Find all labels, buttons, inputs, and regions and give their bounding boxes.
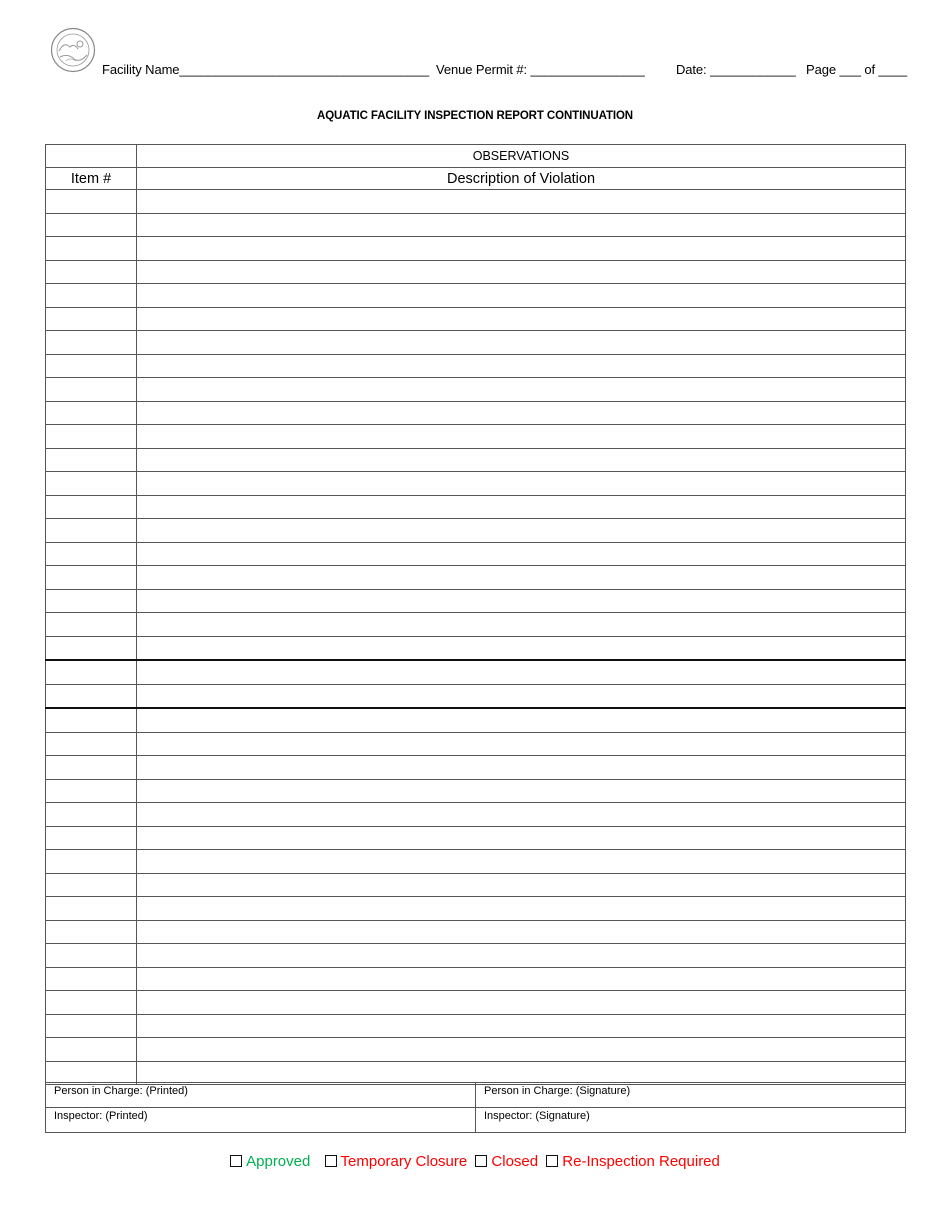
item-number-cell[interactable] (46, 425, 137, 449)
item-number-cell[interactable] (46, 307, 137, 331)
table-row (46, 589, 906, 613)
signature-table (45, 1082, 906, 1133)
table-row (46, 213, 906, 237)
item-number-cell[interactable] (46, 684, 137, 708)
table-row (46, 260, 906, 284)
item-number-cell[interactable] (46, 566, 137, 590)
checkbox-icon[interactable] (546, 1155, 558, 1167)
violation-description-cell[interactable] (137, 190, 906, 214)
table-row (46, 495, 906, 519)
violation-description-cell[interactable] (137, 307, 906, 331)
item-number-cell[interactable] (46, 1014, 137, 1038)
table-row (46, 636, 906, 660)
status-label: Temporary Closure (340, 1153, 468, 1170)
person-in-charge-printed-field[interactable]: Person in Charge: (Printed) (46, 1083, 476, 1108)
violation-description-cell[interactable] (137, 779, 906, 803)
table-row (46, 944, 906, 968)
item-number-cell[interactable] (46, 897, 137, 921)
violation-description-cell[interactable] (137, 354, 906, 378)
violation-description-cell[interactable] (137, 636, 906, 660)
item-number-cell[interactable] (46, 213, 137, 237)
table-row (46, 967, 906, 991)
checkbox-icon[interactable] (230, 1155, 242, 1167)
violation-description-cell[interactable] (137, 1061, 906, 1085)
violation-description-cell[interactable] (137, 472, 906, 496)
table-row (46, 660, 906, 684)
page-number-field[interactable]: Page ___ of ____ (806, 62, 908, 77)
item-number-cell[interactable] (46, 1038, 137, 1062)
table-row (46, 873, 906, 897)
table-row (46, 850, 906, 874)
table-row (46, 613, 906, 637)
table-row (46, 1014, 906, 1038)
observations-header-row (46, 145, 906, 168)
status-approved[interactable] (230, 1153, 310, 1170)
item-number-cell[interactable] (46, 636, 137, 660)
violation-description-cell[interactable] (137, 519, 906, 543)
item-number-cell[interactable] (46, 967, 137, 991)
item-number-cell[interactable] (46, 472, 137, 496)
checkbox-icon[interactable] (325, 1155, 337, 1167)
item-number-cell[interactable] (46, 660, 137, 684)
table-row (46, 826, 906, 850)
column-header-row (46, 168, 906, 190)
status-reinspection-required[interactable] (546, 1153, 720, 1170)
inspector-signature-field[interactable]: Inspector: (Signature) (476, 1108, 906, 1133)
item-number-cell[interactable] (46, 401, 137, 425)
table-row (46, 803, 906, 827)
violation-description-cell[interactable] (137, 448, 906, 472)
observations-table (45, 144, 906, 1085)
table-row (46, 684, 906, 708)
table-row (46, 542, 906, 566)
item-number-cell[interactable] (46, 613, 137, 637)
violation-description-cell[interactable] (137, 401, 906, 425)
table-row (46, 307, 906, 331)
table-row (46, 190, 906, 214)
table-row (46, 237, 906, 261)
item-number-cell[interactable] (46, 803, 137, 827)
item-number-header: Item # (46, 168, 137, 190)
violation-description-cell[interactable] (137, 589, 906, 613)
table-row (46, 1038, 906, 1062)
status-label: Re-Inspection Required (562, 1153, 720, 1170)
violation-description-cell[interactable] (137, 873, 906, 897)
item-number-cell[interactable] (46, 944, 137, 968)
state-seal-logo (50, 27, 96, 73)
item-number-cell[interactable] (46, 826, 137, 850)
item-number-cell[interactable] (46, 920, 137, 944)
description-header: Description of Violation (137, 168, 906, 190)
report-title: AQUATIC FACILITY INSPECTION REPORT CONTINUATION (316, 110, 634, 122)
violation-description-cell[interactable] (137, 425, 906, 449)
violation-description-cell[interactable] (137, 1038, 906, 1062)
table-row (46, 566, 906, 590)
table-row (46, 284, 906, 308)
violation-description-cell[interactable] (137, 897, 906, 921)
table-row (46, 1061, 906, 1085)
status-label: Closed (491, 1153, 539, 1170)
violation-description-cell[interactable] (137, 826, 906, 850)
violation-description-cell[interactable] (137, 495, 906, 519)
table-row (46, 897, 906, 921)
observations-heading: OBSERVATIONS (137, 145, 906, 168)
violation-description-cell[interactable] (137, 991, 906, 1015)
violation-description-cell[interactable] (137, 684, 906, 708)
item-number-cell[interactable] (46, 519, 137, 543)
item-number-cell[interactable] (46, 284, 137, 308)
inspector-printed-field[interactable]: Inspector: (Printed) (46, 1108, 476, 1133)
date-field[interactable]: Date: ____________ (676, 62, 796, 77)
item-number-cell[interactable] (46, 354, 137, 378)
table-row (46, 991, 906, 1015)
item-number-cell[interactable] (46, 448, 137, 472)
person-in-charge-signature-field[interactable]: Person in Charge: (Signature) (476, 1083, 906, 1108)
violation-description-cell[interactable] (137, 213, 906, 237)
table-row (46, 708, 906, 732)
table-row (46, 732, 906, 756)
violation-description-cell[interactable] (137, 284, 906, 308)
item-number-cell[interactable] (46, 237, 137, 261)
status-temporary-closure[interactable] (325, 1153, 468, 1170)
item-number-cell[interactable] (46, 260, 137, 284)
item-number-cell[interactable] (46, 756, 137, 780)
table-row (46, 401, 906, 425)
item-number-cell[interactable] (46, 331, 137, 355)
violation-description-cell[interactable] (137, 756, 906, 780)
violation-description-cell[interactable] (137, 613, 906, 637)
item-number-cell[interactable] (46, 991, 137, 1015)
table-row (46, 378, 906, 402)
violation-description-cell[interactable] (137, 1014, 906, 1038)
violation-description-cell[interactable] (137, 967, 906, 991)
table-row (46, 519, 906, 543)
item-number-cell[interactable] (46, 495, 137, 519)
status-closed[interactable] (475, 1153, 538, 1170)
table-row (46, 756, 906, 780)
venue-permit-field[interactable]: Venue Permit #: ________________ (436, 62, 645, 77)
item-number-cell[interactable] (46, 1061, 137, 1085)
table-row (46, 331, 906, 355)
table-row (46, 354, 906, 378)
table-row (46, 920, 906, 944)
item-number-cell[interactable] (46, 850, 137, 874)
facility-name-field[interactable]: Facility Name___________________________________ (102, 62, 429, 77)
item-number-cell[interactable] (46, 542, 137, 566)
violation-description-cell[interactable] (137, 850, 906, 874)
violation-description-cell[interactable] (137, 660, 906, 684)
table-row (46, 472, 906, 496)
violation-description-cell[interactable] (137, 732, 906, 756)
inspection-status-options (0, 1153, 950, 1170)
status-label: Approved (246, 1153, 311, 1170)
violation-description-cell[interactable] (137, 331, 906, 355)
item-number-cell[interactable] (46, 190, 137, 214)
table-row (46, 779, 906, 803)
table-row (46, 425, 906, 449)
item-number-cell[interactable] (46, 732, 137, 756)
violation-description-cell[interactable] (137, 378, 906, 402)
item-number-cell[interactable] (46, 378, 137, 402)
item-number-cell[interactable] (46, 873, 137, 897)
item-number-cell[interactable] (46, 708, 137, 732)
table-row (46, 448, 906, 472)
violation-description-cell[interactable] (137, 803, 906, 827)
item-number-cell[interactable] (46, 589, 137, 613)
item-number-cell[interactable] (46, 779, 137, 803)
violation-description-cell[interactable] (137, 542, 906, 566)
violation-description-cell[interactable] (137, 260, 906, 284)
violation-description-cell[interactable] (137, 920, 906, 944)
violation-description-cell[interactable] (137, 944, 906, 968)
violation-description-cell[interactable] (137, 237, 906, 261)
checkbox-icon[interactable] (475, 1155, 487, 1167)
violation-description-cell[interactable] (137, 708, 906, 732)
violation-description-cell[interactable] (137, 566, 906, 590)
